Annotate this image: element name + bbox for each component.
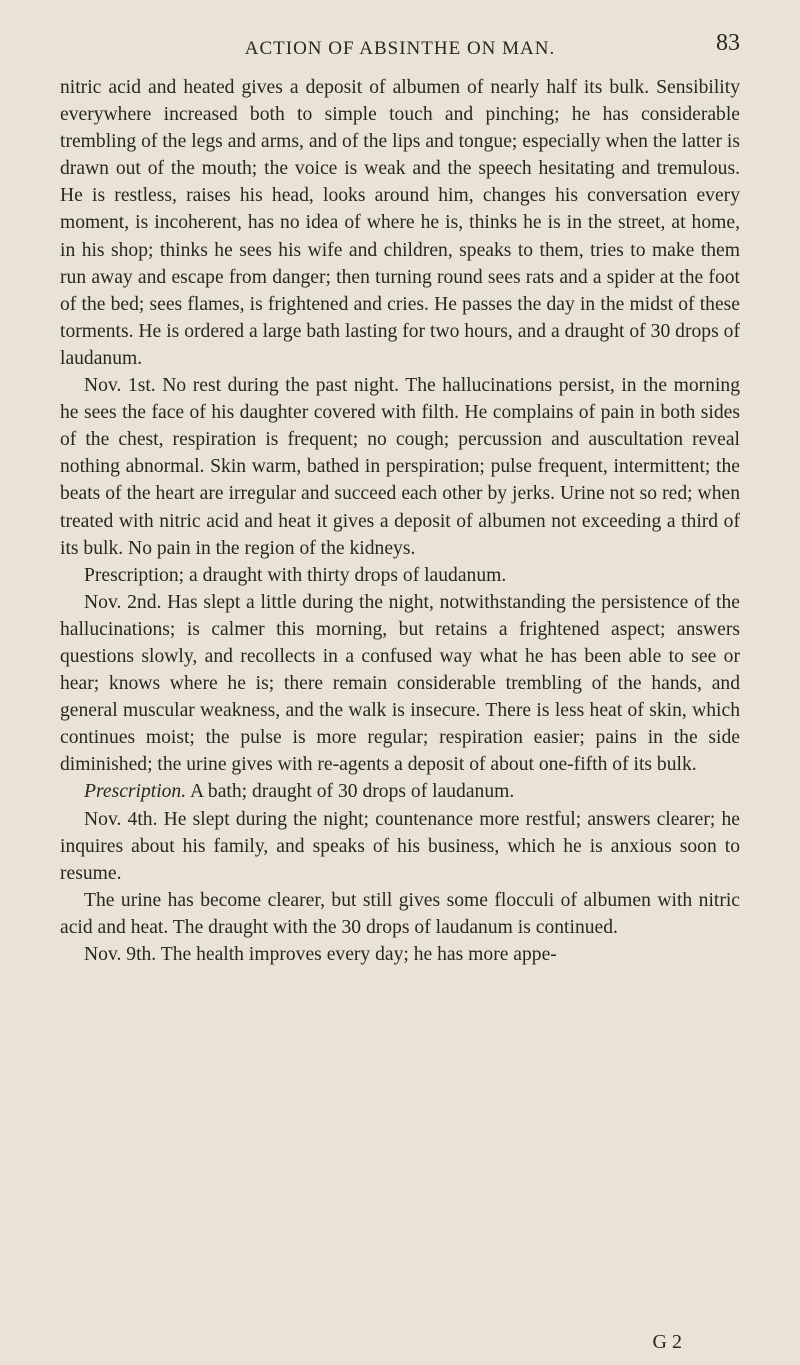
running-head: ACTION OF ABSINTHE ON MAN. (244, 38, 556, 59)
paragraph-text: nitric acid and heated gives a deposit of albumen of nearly half its bulk. Sensibility everywhere increased both to simple touch and pinching; he has considerable trembling of the legs and arms, and of the lips and tongue; especially when the latter is drawn out of the mouth; the voice is weak and the speech hesitating and tremulous. He is restless, raises his head, looks around him, changes his conversation every moment, is incoherent, has no idea of where he is, thinks he is in the street, at home, in his shop; thinks he sees his wife and children, speaks to them, tries to make them run away and escape from danger; then turning round sees rats and a spider at the foot of the bed; sees flames, is frightened and cries. He passes the day in the midst of these torments. He is ordered a large bath lasting for two hours, and a draught of 30 drops of laudanum. (60, 77, 740, 369)
paragraph-2 (60, 372, 740, 562)
paragraph-5 (60, 778, 740, 805)
paragraph-text: Nov. 9th. The health improves every day; he has more appe- (84, 944, 557, 965)
paragraph-8 (60, 941, 740, 968)
paragraph-text: A bath; draught of 30 drops of laudanum. (186, 781, 515, 803)
paragraph-3 (60, 562, 740, 589)
paragraph-text: Nov. 4th. He slept during the night; countenance more restful; answers clearer; he inquires about his family, and speaks of his business, which he is anxious soon to resume. (60, 808, 740, 884)
paragraph-4 (60, 589, 740, 779)
signature-mark: G 2 (652, 1331, 682, 1353)
page-number: 83 (716, 30, 740, 56)
paragraph-text: Nov. 2nd. Has slept a little during the night, notwithstanding the persistence of the hallucinations; is calmer this morning, but retains a frightened aspect; answers questions slowly, and recollects in a confused way what he has been able to see or hear; knows where he is; there remain considerable trembling of the hands, and general muscular weakness, and the walk is insecure. There is less heat of skin, which continues moist; the pulse is more regular; respiration easier; pains in the side diminished; the urine gives with re-agents a deposit of about one-fifth of its bulk. (60, 591, 740, 776)
paragraph-6 (60, 806, 740, 887)
paragraph-text: Prescription; a draught with thirty drops of laudanum. (84, 564, 507, 586)
italic-lead: Prescription. (84, 781, 187, 803)
paragraph-7 (60, 887, 740, 941)
paragraph-text: The urine has become clearer, but still gives some flocculi of albumen with nitric acid and heat. The draught with the 30 drops of laudanum is continued. (60, 889, 740, 938)
body-text (60, 74, 740, 968)
paragraph-text: Nov. 1st. No rest during the past night. The hallucinations persist, in the morning he sees the face of his daughter covered with filth. He complains of pain in both sides of the chest, respiration is frequent; no cough; percussion and auscultation reveal nothing abnormal. Skin warm, bathed in perspiration; pulse frequent, intermittent; the beats of the heart are irregular and succeed each other by jerks. Urine not so red; when treated with nitric acid and heat it gives a deposit of albumen not exceeding a third of its bulk. No pain in the region of the kidneys. (60, 375, 740, 559)
page-header (60, 30, 740, 70)
paragraph-1 (60, 74, 740, 372)
